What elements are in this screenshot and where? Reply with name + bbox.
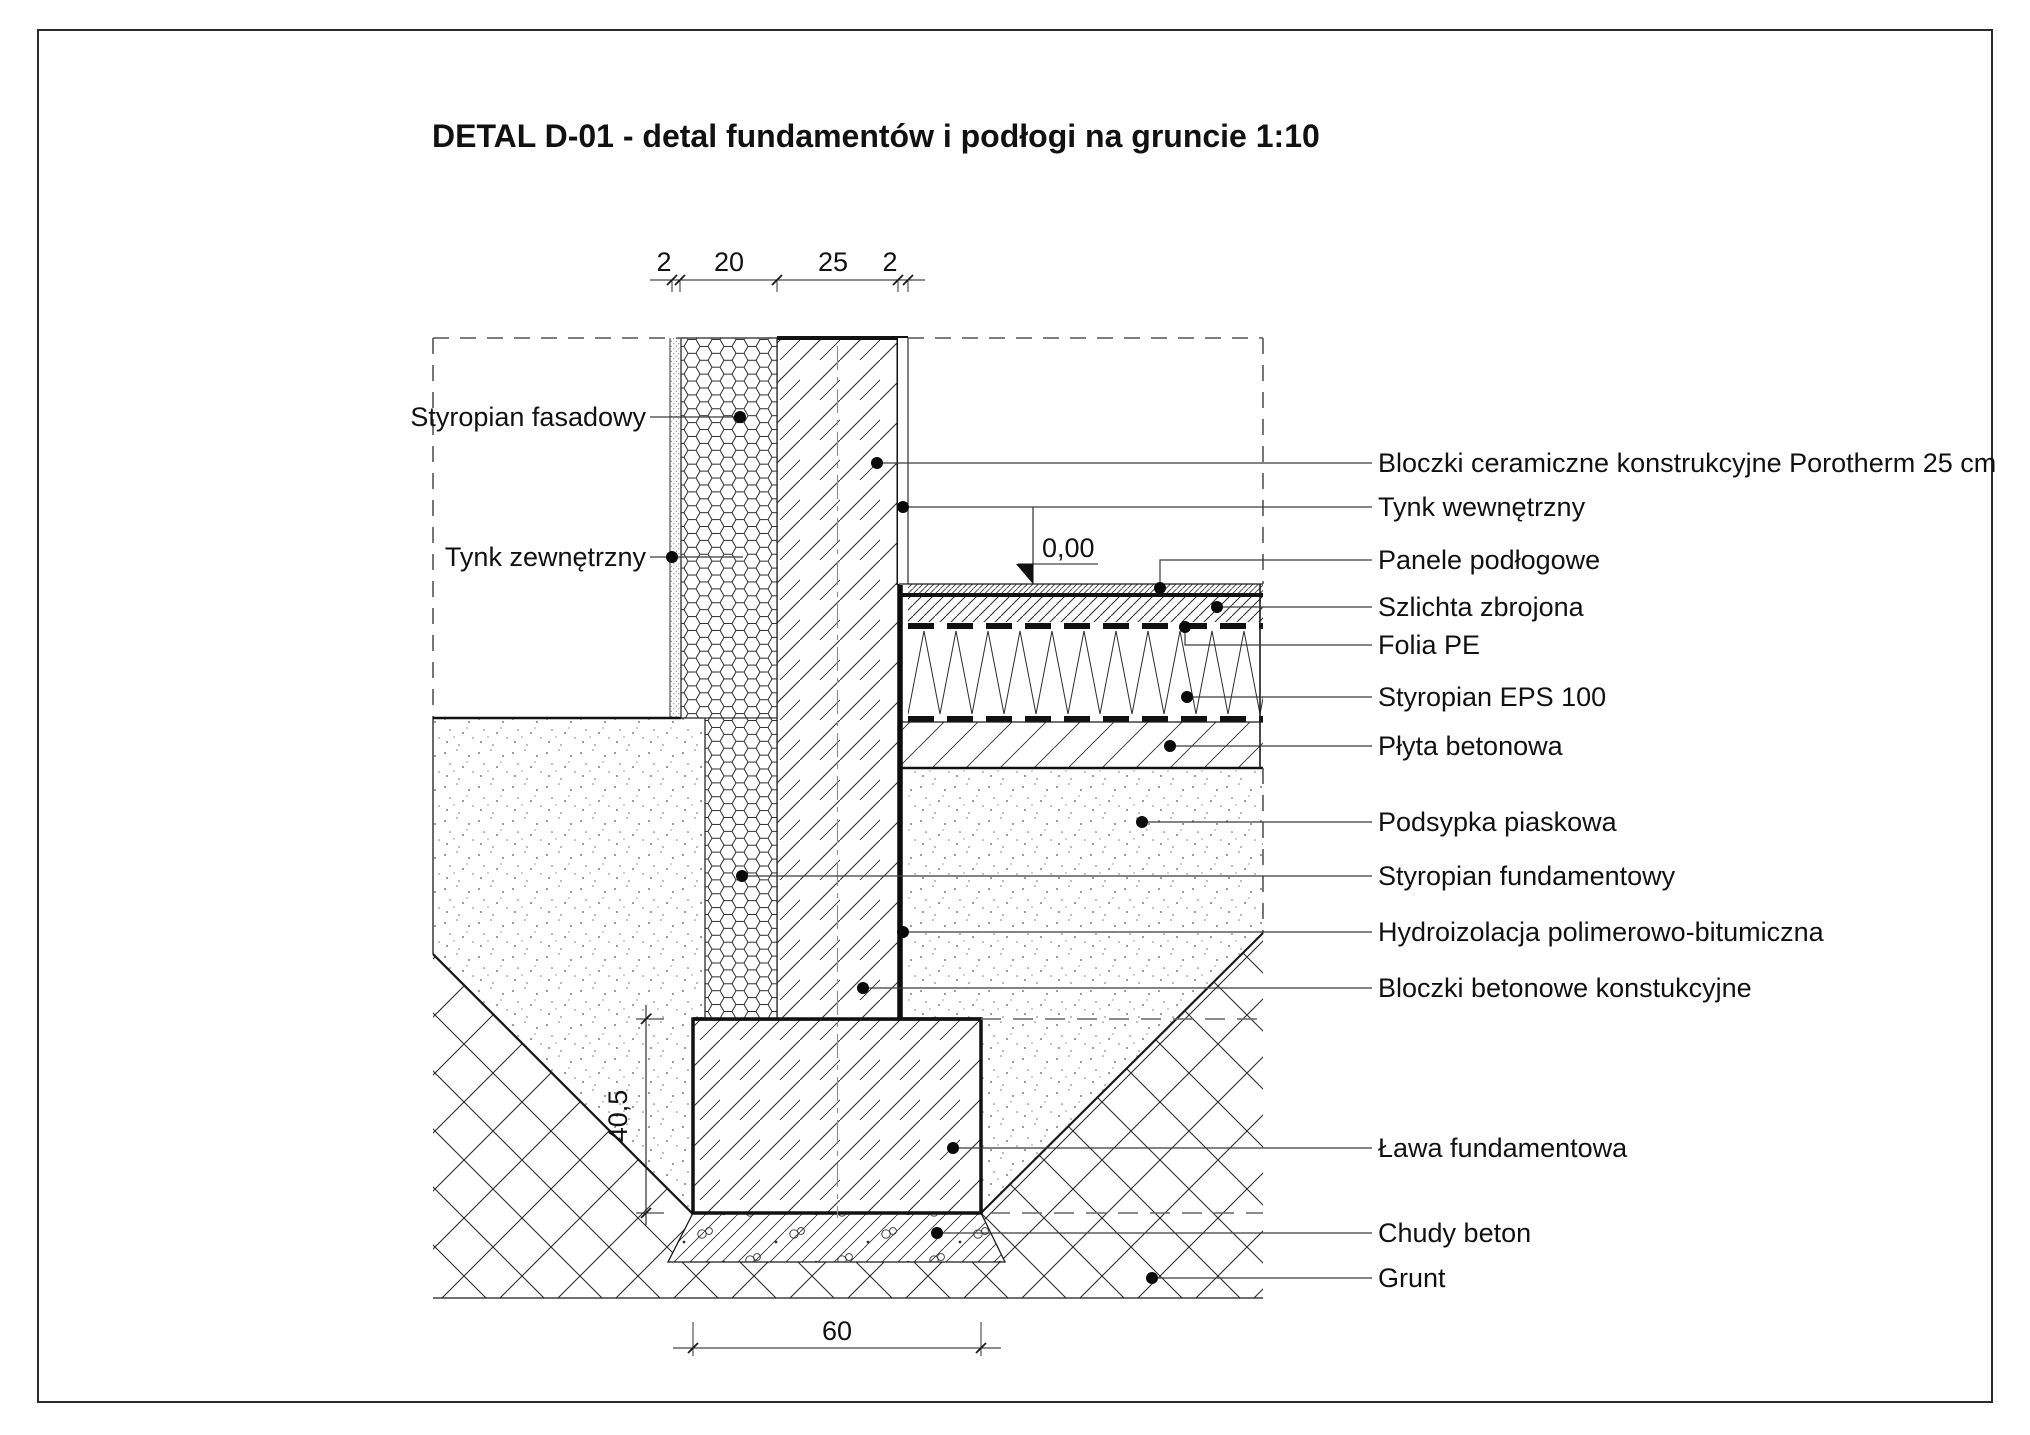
label-styropian-fasadowy: Styropian fasadowy [410,402,646,432]
label-grunt: Grunt [1378,1263,1446,1293]
layer-szlichta-zbrojona [908,597,1263,622]
layer-tynk-wewnetrzny [898,338,908,584]
label-tynk-zewnetrzny: Tynk zewnętrzny [444,542,646,572]
dim-top-0: 2 [656,247,672,277]
label-bloczki-ceramiczne: Bloczki ceramiczne konstrukcyjne Porotherm 25 cm [1378,448,1997,478]
level-marker-value: 0,00 [1042,533,1095,563]
dim-top-1: 20 [713,247,745,277]
dim-top-3: 2 [882,247,898,277]
layer-panele-podlogowe [908,584,1263,593]
label-bloczki-betonowe: Bloczki betonowe konstukcyjne [1378,973,1752,1003]
label-szlichta-zbrojona: Szlichta zbrojona [1378,592,1584,622]
dim-top-2: 25 [817,247,849,277]
layer-styropian-eps [908,630,1263,715]
floor-layers [899,584,1263,768]
layer-chudy-beton [668,1213,1005,1262]
label-hydroizolacja: Hydroizolacja polimerowo-bitumiczna [1378,917,1824,947]
dim-footing-height: 40,5 [603,1089,633,1143]
label-lawa-fundamentowa: Ława fundamentowa [1378,1133,1628,1163]
layer-wall-blocks [777,338,908,1019]
label-folia-pe: Folia PE [1378,630,1481,660]
layer-styropian-fasadowy [681,338,777,718]
label-chudy-beton: Chudy beton [1378,1218,1532,1248]
layer-plyta-betonowa [902,722,1263,768]
label-panele-podlogowe: Panele podłogowe [1378,545,1601,575]
label-plyta-betonowa: Płyta betonowa [1378,731,1563,761]
layer-tynk-zewnetrzny [670,338,681,718]
label-tynk-wewnetrzny: Tynk wewnętrzny [1378,492,1586,522]
label-styropian-eps: Styropian EPS 100 [1378,682,1607,712]
label-styropian-fundamentowy: Styropian fundamentowy [1378,861,1676,891]
label-podsypka-piaskowa: Podsypka piaskowa [1378,807,1617,837]
dim-footing-width: 60 [821,1316,853,1346]
layer-styropian-fundamentowy [705,718,777,1019]
drawing-title: DETAL D-01 - detal fundamentów i podłogi na gruncie 1:10 [432,118,1320,154]
